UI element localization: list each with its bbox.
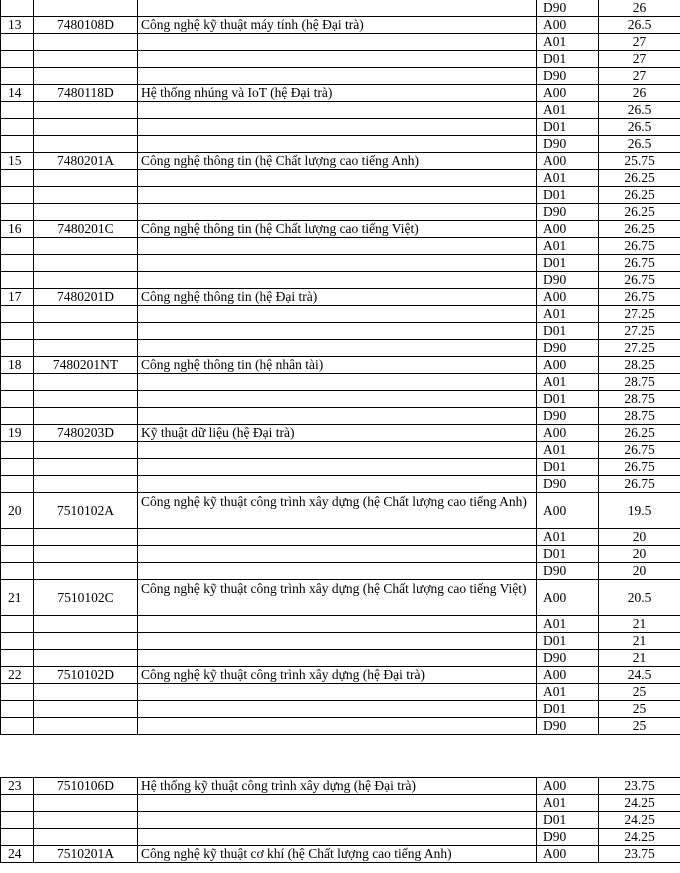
empty-cell [138,459,537,476]
empty-cell [1,187,34,204]
subject-combination: D90 [537,340,599,357]
admission-score: 26.5 [599,119,680,136]
subject-combination: A00 [537,846,599,863]
empty-cell [1,204,34,221]
empty-cell [1,306,34,323]
table-row [1,391,680,408]
empty-cell [138,633,537,650]
subject-combination: D01 [537,391,599,408]
subject-combination: A00 [537,153,599,170]
subject-combination: A00 [537,221,599,238]
subject-combination: D90 [537,476,599,493]
subject-combination: D90 [537,136,599,153]
empty-cell [34,187,138,204]
empty-cell [1,812,34,829]
empty-cell [34,374,138,391]
table-row [1,684,680,701]
empty-cell [1,408,34,425]
admission-score: 26.5 [599,102,680,119]
table-row [1,529,680,546]
empty-cell [138,102,537,119]
major-code: 7480201D [34,289,138,306]
major-name: Kỹ thuật dữ liệu (hệ Đại trà) [138,425,537,442]
empty-cell [34,701,138,718]
empty-cell [34,829,138,846]
table-row [1,442,680,459]
empty-cell [34,812,138,829]
major-name: Công nghệ thông tin (hệ Đại trà) [138,289,537,306]
major-number: 13 [1,17,34,34]
admission-score: 28.25 [599,357,680,374]
admission-score: 26 [599,85,680,102]
empty-cell [34,391,138,408]
empty-cell [34,546,138,563]
subject-combination: A01 [537,374,599,391]
empty-cell [1,476,34,493]
empty-cell [138,51,537,68]
admission-score: 26.5 [599,17,680,34]
admission-score: 25.75 [599,153,680,170]
subject-combination: D01 [537,701,599,718]
major-name: Công nghệ thông tin (hệ Chất lượng cao tiếng Việt) [138,221,537,238]
empty-cell [34,323,138,340]
admission-score: 26.75 [599,238,680,255]
table-row [1,85,680,102]
admission-score: 24.25 [599,795,680,812]
table-row [1,204,680,221]
empty-cell [34,170,138,187]
major-name: Công nghệ kỹ thuật công trình xây dựng (hệ Chất lượng cao tiếng Việt) [138,580,537,616]
major-code: 7510102D [34,667,138,684]
subject-combination: D01 [537,323,599,340]
major-code: 7480108D [34,17,138,34]
major-number: 18 [1,357,34,374]
empty-cell [138,812,537,829]
empty-cell [138,34,537,51]
admission-score: 21 [599,650,680,667]
admission-score: 25 [599,684,680,701]
empty-cell [1,633,34,650]
major-name: Công nghệ thông tin (hệ Chất lượng cao tiếng Anh) [138,153,537,170]
empty-cell [1,170,34,187]
empty-cell [138,68,537,85]
empty-cell [1,255,34,272]
empty-cell [1,563,34,580]
admission-score: 27.25 [599,323,680,340]
table-row [1,238,680,255]
empty-cell [34,255,138,272]
empty-cell [1,829,34,846]
empty-cell [34,340,138,357]
subject-combination: D90 [537,563,599,580]
empty-cell [1,701,34,718]
subject-combination: D90 [537,0,599,17]
empty-cell [138,119,537,136]
empty-cell [1,51,34,68]
subject-combination: D90 [537,408,599,425]
table-row [1,289,680,306]
table-row [1,34,680,51]
major-number: 16 [1,221,34,238]
admission-score: 26.75 [599,459,680,476]
table-row [1,563,680,580]
empty-cell [138,650,537,667]
empty-cell [1,442,34,459]
empty-cell [34,795,138,812]
table-row [1,17,680,34]
table-row [1,51,680,68]
empty-cell [138,408,537,425]
empty-cell [1,102,34,119]
empty-cell [138,718,537,735]
admission-score: 21 [599,633,680,650]
subject-combination: A01 [537,529,599,546]
table-row [1,812,680,829]
table-row [1,846,680,863]
table-row [1,718,680,735]
empty-cell [1,718,34,735]
admission-score: 25 [599,701,680,718]
empty-cell [1,459,34,476]
admission-score: 24.5 [599,667,680,684]
table-row [1,667,680,684]
table-row [1,633,680,650]
table-row [1,102,680,119]
admission-score: 21 [599,616,680,633]
empty-cell [138,204,537,221]
empty-cell [1,795,34,812]
major-number: 24 [1,846,34,863]
table-row [1,493,680,529]
table-row [1,340,680,357]
admission-score: 23.75 [599,778,680,795]
table-row [1,255,680,272]
empty-cell [34,616,138,633]
admission-score: 26.25 [599,204,680,221]
admission-score: 26.75 [599,442,680,459]
empty-cell [138,476,537,493]
table-row [1,170,680,187]
admission-score: 26.25 [599,221,680,238]
table-row [1,323,680,340]
admission-score: 27 [599,34,680,51]
empty-cell [138,374,537,391]
empty-cell [1,391,34,408]
subject-combination: A01 [537,684,599,701]
admission-score: 26.75 [599,476,680,493]
admission-score: 26.75 [599,255,680,272]
subject-combination: A01 [537,170,599,187]
subject-combination: A00 [537,667,599,684]
table-row [1,0,680,17]
table-row [1,476,680,493]
subject-combination: A00 [537,425,599,442]
table-row [1,306,680,323]
empty-cell [138,170,537,187]
subject-combination: D90 [537,829,599,846]
admission-score: 28.75 [599,408,680,425]
admission-score: 20 [599,529,680,546]
empty-cell [34,718,138,735]
table-row [1,153,680,170]
subject-combination: A00 [537,580,599,616]
major-name: Công nghệ thông tin (hệ nhân tài) [138,357,537,374]
empty-cell [34,459,138,476]
empty-cell [1,68,34,85]
empty-cell [34,34,138,51]
major-number: 15 [1,153,34,170]
table-row [1,546,680,563]
empty-cell [1,34,34,51]
empty-cell [138,238,537,255]
subject-combination: D01 [537,255,599,272]
empty-cell [34,204,138,221]
table-row [1,829,680,846]
major-number: 19 [1,425,34,442]
major-name: Hệ thống nhúng và IoT (hệ Đại trà) [138,85,537,102]
admission-score: 28.75 [599,391,680,408]
empty-cell [138,187,537,204]
subject-combination: D01 [537,119,599,136]
empty-cell [1,136,34,153]
table-row [1,221,680,238]
empty-cell [1,272,34,289]
subject-combination: A00 [537,778,599,795]
major-number: 14 [1,85,34,102]
subject-combination: D01 [537,812,599,829]
subject-combination: D90 [537,204,599,221]
empty-cell [138,829,537,846]
subject-combination: A01 [537,306,599,323]
empty-cell [1,616,34,633]
table-row [1,119,680,136]
major-number: 20 [1,493,34,529]
admission-score: 27.25 [599,340,680,357]
subject-combination: D90 [537,650,599,667]
major-code: 7480118D [34,85,138,102]
admission-score: 19.5 [599,493,680,529]
empty-cell [34,476,138,493]
subject-combination: A01 [537,238,599,255]
empty-cell [34,684,138,701]
admission-score: 20 [599,546,680,563]
major-number [1,0,34,17]
admission-score: 27.25 [599,306,680,323]
major-code: 7480201NT [34,357,138,374]
empty-cell [34,633,138,650]
subject-combination: A01 [537,34,599,51]
subject-combination: D90 [537,718,599,735]
empty-cell [34,650,138,667]
major-number: 17 [1,289,34,306]
table-row [1,136,680,153]
admission-score: 28.75 [599,374,680,391]
empty-cell [34,529,138,546]
admission-score: 23.75 [599,846,680,863]
empty-cell [1,529,34,546]
table-row [1,68,680,85]
major-code: 7480201C [34,221,138,238]
admission-score: 26.75 [599,289,680,306]
admission-score: 24.25 [599,829,680,846]
table-row [1,778,680,795]
subject-combination: D90 [537,272,599,289]
empty-cell [138,563,537,580]
major-code: 7480201A [34,153,138,170]
empty-cell [34,102,138,119]
admission-score: 26.5 [599,136,680,153]
subject-combination: D90 [537,68,599,85]
admission-score: 26.25 [599,187,680,204]
admission-score: 20 [599,563,680,580]
subject-combination: D01 [537,633,599,650]
empty-cell [1,323,34,340]
empty-cell [1,546,34,563]
major-name: Công nghệ kỹ thuật cơ khí (hệ Chất lượng cao tiếng Anh) [138,846,537,863]
major-number: 23 [1,778,34,795]
empty-cell [34,306,138,323]
subject-combination: D01 [537,187,599,204]
admission-score: 27 [599,68,680,85]
subject-combination: A00 [537,289,599,306]
major-number: 21 [1,580,34,616]
empty-cell [34,408,138,425]
subject-combination: A01 [537,795,599,812]
table-row [1,408,680,425]
empty-cell [138,272,537,289]
subject-combination: A01 [537,616,599,633]
empty-cell [1,340,34,357]
empty-cell [1,238,34,255]
admission-score: 24.25 [599,812,680,829]
major-code: 7510106D [34,778,138,795]
table-row [1,357,680,374]
admission-score: 20.5 [599,580,680,616]
major-number: 22 [1,667,34,684]
empty-cell [138,795,537,812]
admission-score: 26.75 [599,272,680,289]
empty-cell [138,306,537,323]
table-row [1,459,680,476]
empty-cell [34,119,138,136]
subject-combination: D01 [537,546,599,563]
empty-cell [1,650,34,667]
admission-score: 27 [599,51,680,68]
subject-combination: A01 [537,102,599,119]
empty-cell [1,119,34,136]
empty-cell [34,563,138,580]
subject-combination: A00 [537,493,599,529]
major-code: 7510201A [34,846,138,863]
table-row [1,580,680,616]
major-code: 7510102A [34,493,138,529]
table-row [1,425,680,442]
empty-cell [34,442,138,459]
empty-cell [138,136,537,153]
subject-combination: D01 [537,459,599,476]
empty-cell [34,51,138,68]
major-name: Hệ thống kỹ thuật công trình xây dựng (hệ Đại trà) [138,778,537,795]
empty-cell [138,701,537,718]
subject-combination: A00 [537,85,599,102]
subject-combination: A00 [537,357,599,374]
empty-cell [138,340,537,357]
empty-cell [34,136,138,153]
table-row [1,795,680,812]
table-row [1,650,680,667]
table-row [1,272,680,289]
empty-cell [138,616,537,633]
empty-cell [138,323,537,340]
major-code [34,0,138,17]
table-row [1,187,680,204]
empty-cell [138,546,537,563]
subject-combination: A00 [537,17,599,34]
empty-cell [34,238,138,255]
empty-cell [34,68,138,85]
empty-cell [34,272,138,289]
empty-cell [138,442,537,459]
empty-cell [138,391,537,408]
subject-combination: D01 [537,51,599,68]
empty-cell [138,255,537,272]
admission-score-table-continued [0,777,680,863]
admission-score: 25 [599,718,680,735]
admission-score: 26.25 [599,170,680,187]
page-break-gap [0,760,680,777]
admission-score: 26 [599,0,680,17]
major-name: Công nghệ kỹ thuật máy tính (hệ Đại trà) [138,17,537,34]
major-name [138,0,537,17]
major-name: Công nghệ kỹ thuật công trình xây dựng (hệ Chất lượng cao tiếng Anh) [138,493,537,529]
subject-combination: A01 [537,442,599,459]
table-row [1,701,680,718]
table-row [1,374,680,391]
major-code: 7480203D [34,425,138,442]
major-code: 7510102C [34,580,138,616]
empty-cell [1,684,34,701]
major-name: Công nghệ kỹ thuật công trình xây dựng (hệ Đại trà) [138,667,537,684]
empty-cell [138,684,537,701]
empty-cell [138,529,537,546]
empty-cell [1,374,34,391]
admission-score: 26.25 [599,425,680,442]
table-row [1,616,680,633]
